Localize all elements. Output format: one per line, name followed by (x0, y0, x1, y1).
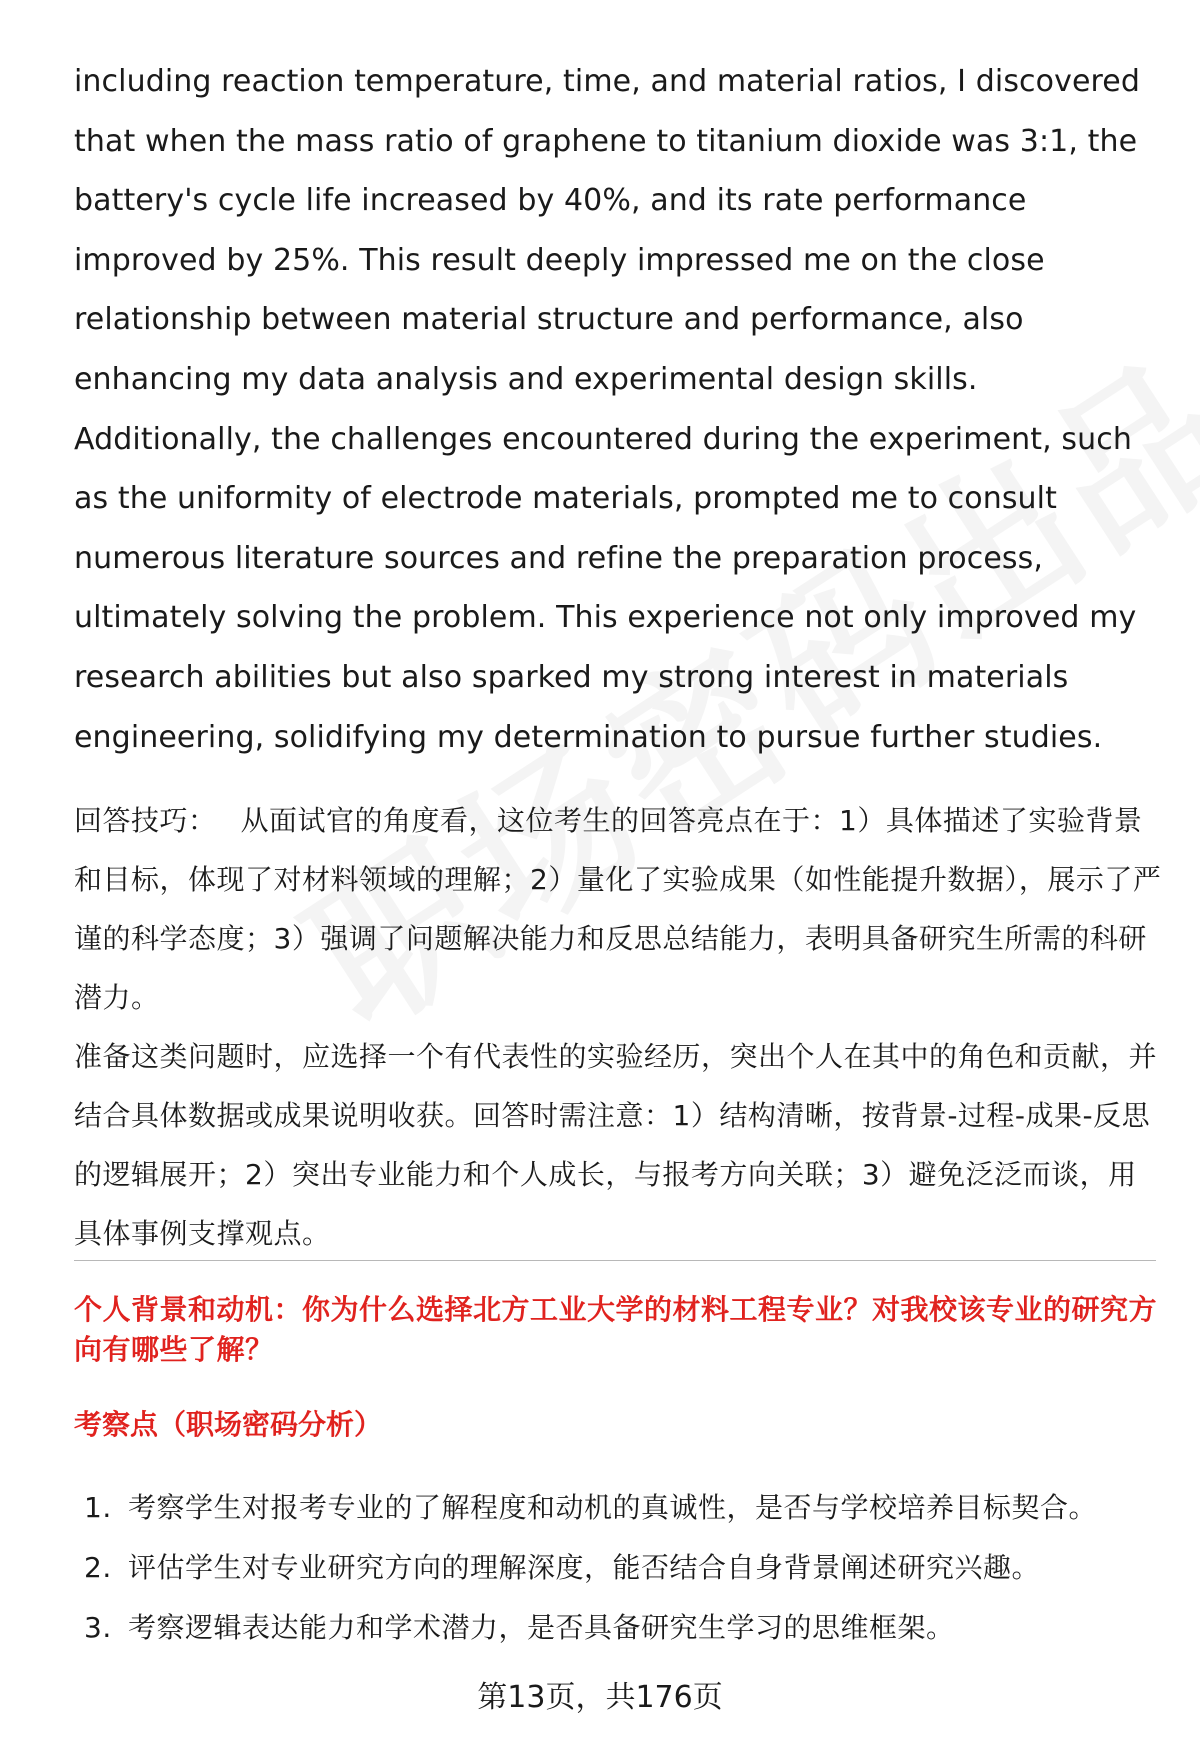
page-number-footer: 第13页，共176页 (477, 1680, 723, 1715)
list-item-number: 2. (84, 1551, 112, 1584)
answer-tips-section (74, 791, 1164, 1263)
list-item (84, 1478, 1164, 1538)
list-item (84, 1538, 1164, 1598)
tips-paragraph-1 (74, 791, 1164, 1027)
tips-label: 回答技巧： (74, 804, 217, 838)
section-divider (74, 1260, 1156, 1261)
content-area (74, 52, 1164, 1263)
tips-paragraph-2: 准备这类问题时，应选择一个有代表性的实验经历，突出个人在其中的角色和贡献，并结合具体数据或成果说明收获。回答时需注意：1）结构清晰，按背景-过程-成果-反思的逻辑展开；2）突出专业能力和个人成长，与报考方向关联；3）避免泛泛而谈，用具体事例支撑观点。 (74, 1040, 1158, 1251)
tips-text-1: 从面试官的角度看，这位考生的回答亮点在于：1）具体描述了实验背景和目标，体现了对材料领域的理解；2）量化了实验成果（如性能提升数据），展示了严谨的科学态度；3）强调了问题解决能力和反思总结能力，表明具备研究生所需的科研潜力。 (74, 804, 1162, 1015)
question-heading: 个人背景和动机：你为什么选择北方工业大学的材料工程专业？对我校该专业的研究方向有哪些了解？ (74, 1293, 1158, 1366)
list-item-text: 考察学生对报考专业的了解程度和动机的真诚性，是否与学校培养目标契合。 (128, 1491, 1098, 1524)
list-item-number: 1. (84, 1491, 112, 1524)
focus-points-list (84, 1478, 1164, 1658)
list-item-text: 考察逻辑表达能力和学术潜力，是否具备研究生学习的思维框架。 (128, 1611, 955, 1644)
list-item (84, 1598, 1164, 1658)
english-answer-paragraph: including reaction temperature, time, and material ratios, I discovered that when the mass ratio of graphene to titanium dioxide was 3:1, the battery's cycle life increased by 40%, and its rate performance improved by 25%. This result deeply impressed me on the close relationship between material structure and performance, also enhancing my data analysis and experimental design skills. Additionally, the challenges encountered during the experiment, such as the uniformity of electrode materials, prompted me to consult numerous literature sources and refine the preparation process, ultimately solving the problem. This experience not only improved my research abilities but also sparked my strong interest in materials engineering, solidifying my determination to pursue further studies. (74, 64, 1140, 755)
focus-heading: 考察点（职场密码分析） (74, 1408, 383, 1441)
list-item-number: 3. (84, 1611, 112, 1644)
list-item-text: 评估学生对专业研究方向的理解深度，能否结合自身背景阐述研究兴趣。 (128, 1551, 1041, 1584)
